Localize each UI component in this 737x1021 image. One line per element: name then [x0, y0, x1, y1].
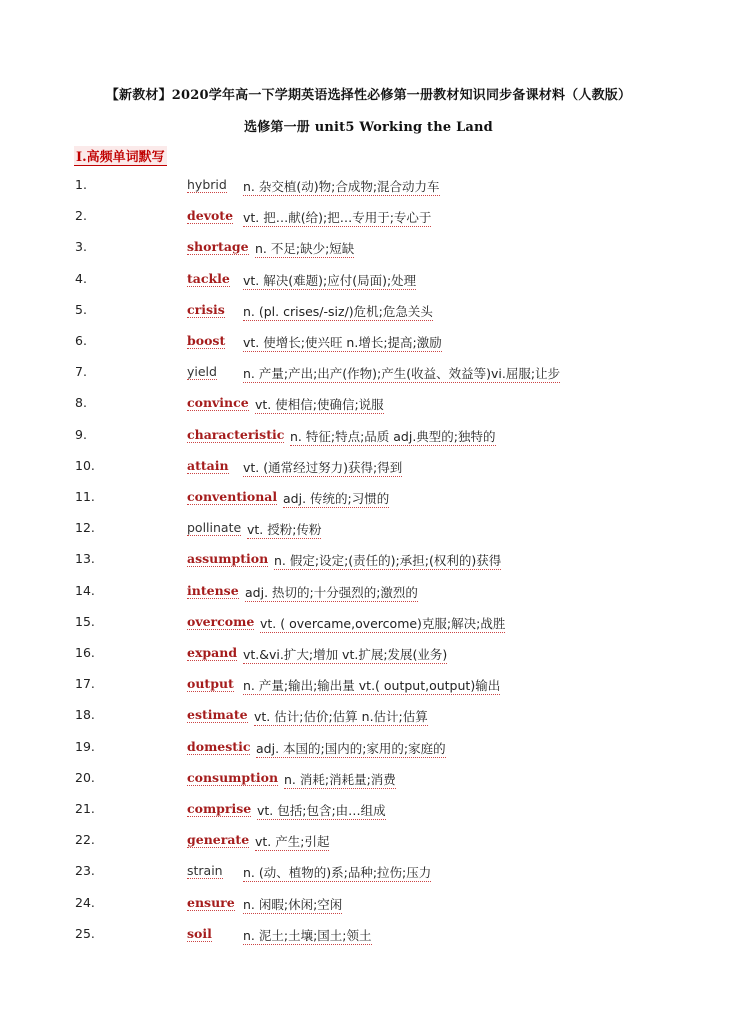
vocab-number: 10.	[75, 457, 95, 473]
vocab-word: intense	[187, 582, 239, 598]
vocab-row	[0, 739, 737, 759]
vocab-row	[0, 458, 737, 478]
vocab-word: strain	[187, 863, 223, 879]
vocab-word: boost	[187, 333, 226, 348]
vocab-row	[0, 863, 737, 883]
vocab-word: soil	[187, 925, 212, 941]
vocab-word: convince	[187, 395, 249, 411]
vocab-definition: n. 闲暇;休闲;空闲	[243, 896, 343, 912]
vocab-word: consumption	[187, 769, 279, 785]
vocab-definition: vt. 使增长;使兴旺 n.增长;提高;激励	[243, 335, 442, 350]
vocab-word: hybrid	[187, 177, 227, 192]
vocab-definition: n. (pl. crises/-siz/)危机;危急关头	[243, 303, 433, 319]
vocab-row	[0, 801, 737, 821]
vocab-row	[0, 333, 737, 353]
vocab-number: 8.	[75, 395, 87, 411]
vocab-definition: n. 泥土;土壤;国土;领土	[243, 927, 372, 943]
vocab-definition: vt. 把…献(给);把…专用于;专心于	[243, 210, 432, 226]
vocab-number: 14.	[75, 582, 95, 598]
vocab-row	[0, 395, 737, 415]
vocab-row	[0, 614, 737, 634]
vocab-number: 24.	[75, 894, 95, 910]
vocab-row	[0, 520, 737, 540]
vocab-definition: n. 假定;设定;(责任的);承担;(权利的)获得	[274, 553, 502, 569]
vocab-word: estimate	[187, 707, 248, 723]
vocab-definition: vt. (通常经过努力)获得;得到	[243, 459, 403, 475]
vocab-definition: n. 不足;缺少;短缺	[255, 241, 355, 257]
section-heading: I.高频单词默写	[74, 146, 167, 166]
document-subtitle: 选修第一册 unit5 Working the Land	[244, 120, 493, 135]
vocab-row	[0, 239, 737, 259]
vocab-number: 25.	[75, 925, 95, 941]
vocab-word: comprise	[187, 801, 252, 816]
vocab-number: 21.	[75, 801, 95, 816]
vocab-definition: vt. 解决(难题);应付(局面);处理	[243, 272, 417, 288]
vocab-row	[0, 302, 737, 322]
vocab-definition: adj. 传统的;习惯的	[283, 491, 390, 506]
vocab-number: 4.	[75, 270, 87, 286]
vocab-row	[0, 770, 737, 790]
vocab-word: overcome	[187, 613, 255, 629]
vocab-definition: vt. 估计;估价;估算 n.估计;估算	[254, 709, 428, 725]
vocab-row	[0, 551, 737, 571]
vocab-word: crisis	[187, 301, 225, 317]
vocab-definition: vt.&vi.扩大;增加 vt.扩展;发展(业务)	[243, 647, 448, 662]
vocab-row	[0, 177, 737, 197]
vocab-number: 22.	[75, 832, 95, 848]
vocab-row	[0, 832, 737, 852]
vocab-word: output	[187, 676, 234, 692]
vocab-row	[0, 707, 737, 727]
vocab-row	[0, 208, 737, 228]
vocab-number: 9.	[75, 426, 87, 442]
vocab-definition: vt. ( overcame,overcome)克服;解决;战胜	[260, 615, 506, 631]
vocab-number: 7.	[75, 364, 87, 380]
vocab-word: attain	[187, 457, 229, 473]
vocab-row	[0, 271, 737, 291]
vocab-definition: vt. 授粉;传粉	[247, 522, 322, 538]
vocab-row	[0, 895, 737, 915]
vocab-number: 3.	[75, 239, 87, 255]
vocab-row	[0, 583, 737, 603]
vocab-number: 19.	[75, 738, 95, 754]
vocab-definition: n. (动、植物的)系;品种;拉伤;压力	[243, 865, 432, 881]
vocab-word: characteristic	[187, 426, 285, 442]
vocab-number: 1.	[75, 177, 87, 192]
vocab-word: generate	[187, 832, 250, 848]
vocab-number: 2.	[75, 208, 87, 224]
vocab-number: 12.	[75, 520, 95, 536]
vocab-definition: n. 杂交植(动)物;合成物;混合动力车	[243, 179, 440, 194]
vocab-row	[0, 645, 737, 665]
vocab-definition: n. 特征;特点;品质 adj.典型的;独特的	[290, 428, 496, 444]
vocab-row	[0, 676, 737, 696]
vocab-definition: vt. 产生;引起	[255, 834, 330, 850]
vocab-number: 17.	[75, 676, 95, 692]
vocab-row	[0, 364, 737, 384]
vocab-definition: adj. 热切的;十分强烈的;激烈的	[245, 584, 418, 600]
vocab-definition: n. 产量;产出;出产(作物);产生(收益、效益等)vi.屈服;让步	[243, 366, 561, 382]
vocab-word: yield	[187, 364, 217, 380]
vocab-word: shortage	[187, 239, 249, 255]
vocab-definition: vt. 包括;包含;由…组成	[257, 803, 386, 818]
vocab-word: devote	[187, 208, 234, 224]
vocab-number: 5.	[75, 301, 87, 317]
vocab-number: 18.	[75, 707, 95, 723]
vocab-number: 15.	[75, 613, 95, 629]
vocab-definition: n. 产量;输出;输出量 vt.( output,output)输出	[243, 678, 501, 694]
vocab-definition: n. 消耗;消耗量;消费	[284, 771, 396, 787]
vocab-number: 11.	[75, 489, 95, 504]
vocab-number: 6.	[75, 333, 87, 348]
vocab-word: expand	[187, 645, 238, 660]
vocab-row	[0, 489, 737, 509]
vocab-number: 16.	[75, 645, 95, 660]
vocab-word: pollinate	[187, 520, 242, 536]
vocab-word: assumption	[187, 551, 269, 567]
vocab-word: domestic	[187, 738, 251, 754]
vocab-number: 23.	[75, 863, 95, 879]
vocab-word: ensure	[187, 894, 235, 910]
vocab-row	[0, 427, 737, 447]
vocab-definition: vt. 使相信;使确信;说服	[255, 397, 384, 413]
document-title: 【新教材】2020学年高一下学期英语选择性必修第一册教材知识同步备课材料（人教版）	[105, 88, 632, 103]
vocab-definition: adj. 本国的;国内的;家用的;家庭的	[256, 740, 446, 756]
vocab-word: tackle	[187, 270, 230, 286]
vocab-number: 13.	[75, 551, 95, 567]
vocab-word: conventional	[187, 489, 278, 504]
vocab-row	[0, 926, 737, 946]
vocab-number: 20.	[75, 769, 95, 785]
